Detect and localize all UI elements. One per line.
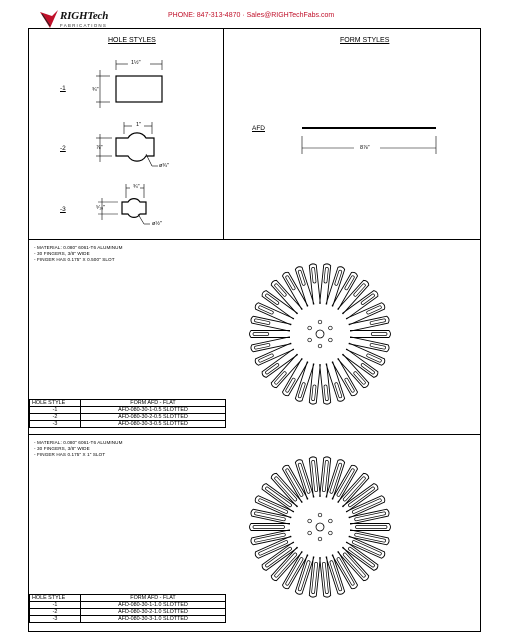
hole-style-1-label: -1	[60, 85, 66, 92]
table-row	[30, 609, 226, 616]
table-cell-style: -2	[30, 609, 81, 616]
finger	[254, 302, 294, 325]
hole-style-3-label: -3	[60, 206, 66, 213]
table-header-row	[30, 595, 226, 602]
table-header-hole-style: HOLE STYLE	[30, 595, 81, 602]
finger	[346, 302, 386, 325]
hole-style-2-width-dim: 1"	[136, 122, 142, 128]
section-2-note-2: - 30 FINGERS, 3/8" WIDE	[34, 446, 90, 451]
table-cell-style: -2	[30, 414, 81, 421]
section-2-note-1: - MATERIAL: 0.080" 6061-T6 ALUMINUM	[34, 440, 123, 445]
finger-slot	[298, 270, 306, 286]
table-header-form: FORM AFD - FLAT	[81, 595, 226, 602]
hole-style-3-height-dim: ⁵⁄₁₆"	[96, 205, 106, 211]
hole-style-3-diameter-dim: ø½"	[152, 221, 162, 227]
table-cell-style: -1	[30, 407, 81, 414]
table-header-form: FORM AFD - FLAT	[81, 400, 226, 407]
table-row	[30, 602, 226, 609]
finger-slot	[334, 382, 342, 398]
hub-hole	[329, 531, 333, 535]
hole-style-1-height-dim: ¾"	[92, 87, 99, 93]
hub-hole	[329, 519, 333, 523]
finger	[254, 495, 294, 518]
section-2-part-table	[29, 594, 226, 623]
finger	[250, 337, 291, 352]
finger	[309, 457, 320, 498]
logo-wordmark: RIGHTech	[60, 10, 109, 22]
hub-holes	[308, 513, 332, 541]
hub-hole	[308, 338, 312, 342]
table-row	[30, 421, 226, 428]
finger	[349, 316, 390, 331]
table-row	[30, 407, 226, 414]
hub-holes	[308, 320, 332, 348]
finger-slot	[356, 526, 388, 529]
finger-slot	[258, 353, 274, 362]
table-cell-part: AFD-080-30-3-0.5 SLOTTED	[81, 421, 226, 428]
finger	[254, 536, 294, 559]
hole-style-1-width-dim: 1½"	[131, 60, 141, 66]
finger	[346, 536, 386, 559]
finger-slot	[253, 526, 285, 529]
finger-slot	[334, 270, 342, 286]
hub-hole	[318, 344, 322, 348]
hole-style-2-height-dim: ⅞"	[96, 145, 103, 151]
section-1-finger-disk	[245, 259, 395, 409]
table-cell-style: -3	[30, 421, 81, 428]
hole-style-2-label: -2	[60, 145, 66, 152]
divider-middle	[28, 434, 481, 435]
hole-style-3-width-dim: ¾"	[133, 184, 140, 190]
hub-hole	[329, 338, 333, 342]
finger	[346, 343, 386, 366]
finger	[309, 363, 320, 404]
divider-vertical	[223, 28, 224, 239]
finger	[309, 556, 320, 597]
table-cell-part: AFD-080-30-3-1.0 SLOTTED	[81, 616, 226, 623]
section-2-finger-disk	[245, 452, 395, 602]
finger	[349, 509, 390, 524]
hole-styles-title: HOLE STYLES	[108, 37, 156, 44]
hub-hole	[318, 513, 322, 517]
finger	[320, 264, 331, 305]
finger	[250, 316, 291, 331]
finger-slot	[324, 267, 329, 283]
hub-hole	[318, 537, 322, 541]
finger-slot	[298, 382, 306, 398]
table-cell-part: AFD-080-30-2-0.5 SLOTTED	[81, 414, 226, 421]
finger	[349, 337, 390, 352]
section-2-note-3: - FINGER HAS 0.175" X 1" SLOT	[34, 452, 106, 457]
center-hole	[316, 330, 324, 338]
hub-hole	[308, 531, 312, 535]
hub-hole	[308, 326, 312, 330]
finger	[346, 495, 386, 518]
finger	[350, 331, 391, 338]
finger-slot	[258, 305, 274, 314]
finger	[320, 363, 331, 404]
table-cell-part: AFD-080-30-1-0.5 SLOTTED	[81, 407, 226, 414]
table-row	[30, 616, 226, 623]
table-cell-style: -3	[30, 616, 81, 623]
hub-hole	[329, 326, 333, 330]
finger-slot	[324, 385, 329, 401]
finger	[254, 343, 294, 366]
finger	[250, 331, 291, 338]
logo-subtitle: FABRICATIONS	[60, 23, 108, 28]
form-afd-label: AFD	[252, 125, 265, 132]
center-hole	[316, 523, 324, 531]
hole-style-3-drawing	[88, 180, 208, 240]
section-1-note-2: - 30 FINGERS, 3/8" WIDE	[34, 251, 90, 256]
hole-style-2-drawing	[88, 118, 208, 178]
finger	[250, 509, 291, 524]
finger-slot	[366, 305, 382, 314]
hub-hole	[318, 320, 322, 324]
finger	[250, 524, 291, 531]
finger-slot	[371, 333, 387, 336]
table-row	[30, 414, 226, 421]
form-afd-length-dim: 8⅞"	[360, 145, 370, 151]
finger	[320, 556, 331, 597]
table-cell-part: AFD-080-30-1-1.0 SLOTTED	[81, 602, 226, 609]
finger	[250, 530, 291, 545]
finger	[349, 530, 390, 545]
section-1-note-3: - FINGER HAS 0.175" X 0.500" SLOT	[34, 257, 115, 262]
section-1-part-table	[29, 399, 226, 428]
finger	[309, 264, 320, 305]
table-header-hole-style: HOLE STYLE	[30, 400, 81, 407]
form-afd-drawing	[298, 122, 448, 162]
finger-slot	[253, 333, 269, 336]
contact-info: PHONE: 847-313-4870 · Sales@RIGHTechFabs.com	[168, 12, 335, 19]
table-header-row	[30, 400, 226, 407]
form-styles-title: FORM STYLES	[340, 37, 390, 44]
hole-style-2-diameter-dim: ø¾"	[159, 163, 169, 169]
finger-slot	[312, 267, 317, 283]
section-1-note-1: - MATERIAL: 0.080" 6061-T6 ALUMINUM	[34, 245, 123, 250]
hub-hole	[308, 519, 312, 523]
finger-slot	[312, 385, 317, 401]
table-cell-part: AFD-080-30-2-1.0 SLOTTED	[81, 609, 226, 616]
finger	[320, 457, 331, 498]
hole-style-1-drawing	[88, 52, 208, 112]
finger	[350, 524, 391, 531]
finger-slot	[366, 353, 382, 362]
table-cell-style: -1	[30, 602, 81, 609]
